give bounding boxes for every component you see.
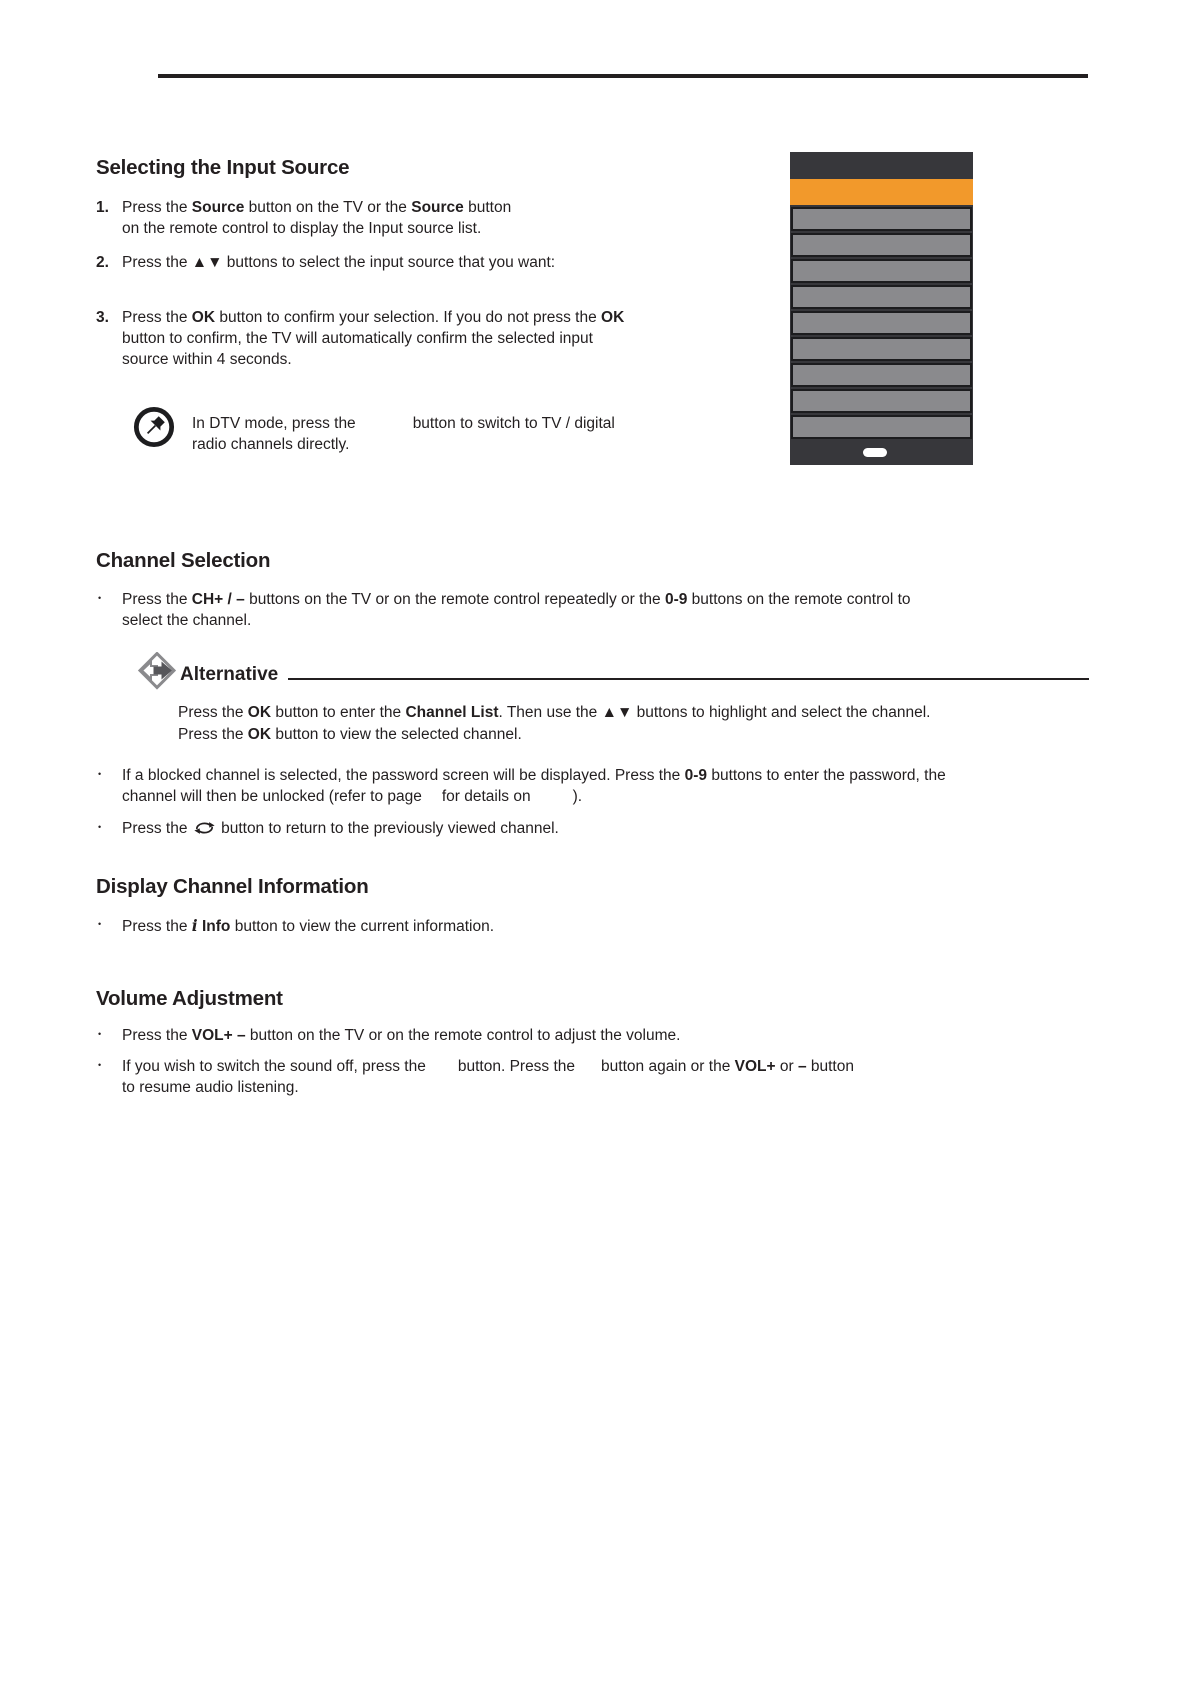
step-text: Press the ▲▼ buttons to select the input source that you want: — [122, 254, 556, 271]
bullet-item — [96, 915, 1091, 937]
step-number: 1. — [96, 199, 109, 216]
alternative-label: Alternative — [180, 663, 279, 685]
menu-row-list — [790, 205, 973, 439]
note-block — [96, 406, 756, 455]
menu-row — [791, 337, 972, 361]
bullet-text: Press the button to return to the previously viewed channel. — [122, 820, 559, 837]
step-number: 3. — [96, 309, 109, 326]
return-icon — [194, 820, 215, 841]
bullet-marker: • — [98, 919, 102, 929]
menu-highlighted-row — [790, 179, 973, 205]
menu-row — [791, 389, 972, 413]
section-title: Selecting the Input Source — [96, 156, 350, 179]
section-title: Display Channel Information — [96, 875, 369, 898]
bullet-text: Press the i Info button to view the current information. — [122, 916, 495, 935]
bullet-item — [96, 818, 1091, 841]
bullet-item — [96, 1056, 1091, 1098]
step-number: 2. — [96, 254, 109, 271]
menu-row — [791, 259, 972, 283]
bullet-text: If a blocked channel is selected, the password screen will be displayed. Press the 0-9 buttons to enter the password, the channel will then be unlocked (refer to page for details on ). — [122, 767, 946, 805]
bullet-marker: • — [98, 822, 102, 832]
bullet-marker: • — [98, 593, 102, 603]
bullet-item — [96, 765, 1091, 807]
alternative-arrows-icon — [137, 652, 178, 696]
section-volume-adjustment — [96, 986, 1091, 1098]
section-display-channel-information — [96, 874, 1091, 937]
bullet-text: If you wish to switch the sound off, press the button. Press the button again or the VOL+ or – button to resume audio listening. — [122, 1058, 854, 1096]
alternative-text: Press the OK button to enter the Channel List. Then use the ▲▼ buttons to highlight and select the channel. Press the OK button to view the selected channel. — [178, 704, 931, 743]
menu-row — [791, 233, 972, 257]
step-2 — [96, 252, 756, 273]
pushpin-note-icon — [133, 406, 175, 454]
bullet-marker: • — [98, 769, 102, 779]
input-source-menu-illustration — [790, 152, 973, 465]
bullet-item — [96, 1025, 1091, 1046]
section-channel-selection — [96, 548, 1091, 841]
menu-footer-pill — [863, 448, 887, 457]
step-text: Press the Source button on the TV or the Source button on the remote control to display the Input source list. — [122, 199, 512, 237]
section-selecting-input-source — [96, 155, 756, 455]
step-1 — [96, 197, 756, 239]
bullet-text: Press the CH+ / – buttons on the TV or on the remote control repeatedly or the 0-9 buttons on the remote control to select the channel. — [122, 591, 911, 629]
step-text: Press the OK button to confirm your selection. If you do not press the OK button to confirm, the TV will automatically confirm the selected input source within 4 seconds. — [122, 309, 625, 368]
menu-row — [791, 415, 972, 439]
section-title: Volume Adjustment — [96, 987, 283, 1010]
bullet-marker: • — [98, 1029, 102, 1039]
menu-row — [791, 363, 972, 387]
bullet-marker: • — [98, 1060, 102, 1070]
menu-row — [791, 285, 972, 309]
menu-row — [791, 207, 972, 231]
note-text: In DTV mode, press the button to switch to TV / digital radio channels directly. — [192, 415, 615, 453]
menu-row — [791, 311, 972, 335]
bullet-item — [96, 589, 1091, 631]
alternative-block — [96, 652, 1091, 746]
menu-footer-bar — [790, 440, 973, 465]
step-3 — [96, 307, 756, 370]
alternative-rule — [288, 678, 1089, 681]
alternative-header — [96, 652, 1091, 696]
section-title: Channel Selection — [96, 549, 271, 572]
menu-header-bar — [790, 152, 973, 179]
page-top-rule — [158, 74, 1088, 78]
bullet-text: Press the VOL+ – button on the TV or on the remote control to adjust the volume. — [122, 1027, 681, 1044]
